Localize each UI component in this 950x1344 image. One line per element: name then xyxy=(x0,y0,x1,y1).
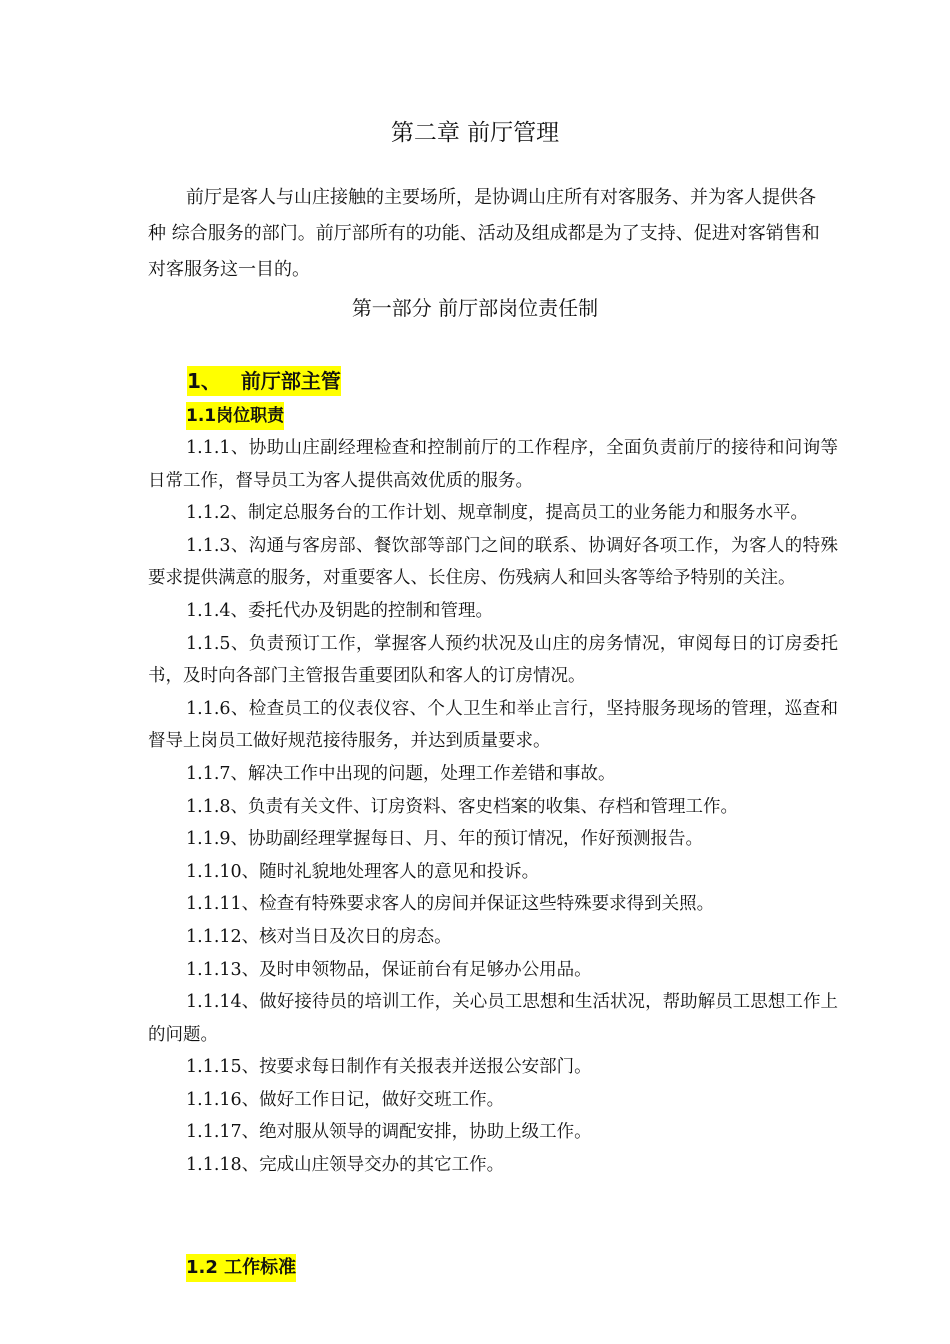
section-number: 1、 xyxy=(187,369,221,393)
list-item: 1.1.15、按要求每日制作有关报表并送报公安部门。 xyxy=(186,1057,592,1078)
duty-list xyxy=(148,432,838,1182)
list-item: 1.1.12、核对当日及次日的房态。 xyxy=(186,926,452,947)
list-item: 1.1.14、做好接待员的培训工作，关心员工思想和生活状况，帮助解员工思想工作上的问题。 xyxy=(148,992,838,1045)
list-item: 1.1.10、随时礼貌地处理客人的意见和投诉。 xyxy=(186,861,540,882)
intro-text: 前厅是客人与山庄接触的主要场所，是协调山庄所有对客服务、并为客人提供各种 综合服务的部门。前厅部所有的功能、活动及组成都是为了支持、促进对客销售和对客服务这一目的。 xyxy=(148,187,820,280)
subsection-heading-1-2: 1.2 工作标准 xyxy=(186,1254,296,1282)
list-item: 1.1.11、检查有特殊要求客人的房间并保证这些特殊要求得到关照。 xyxy=(186,894,715,915)
intro-paragraph xyxy=(148,180,828,288)
list-item: 1.1.18、完成山庄领导交办的其它工作。 xyxy=(186,1155,505,1176)
section-title: 前厅部主管 xyxy=(240,369,341,393)
list-item: 1.1.17、绝对服从领导的调配安排，协助上级工作。 xyxy=(186,1122,592,1143)
list-item: 1.1.4、委托代办及钥匙的控制和管理。 xyxy=(186,600,494,621)
chapter-title: 第二章 前厅管理 xyxy=(390,120,560,146)
list-item: 1.1.3、沟通与客房部、餐饮部等部门之间的联系、协调好各项工作，为客人的特殊要求提供满意的服务，对重要客人、长住房、伤残病人和回头客等给予特别的关注。 xyxy=(148,535,838,589)
list-item: 1.1.6、检查员工的仪表仪容、个人卫生和举止言行，坚持服务现场的管理，巡查和督导上岗员工做好规范接待服务，并达到质量要求。 xyxy=(148,698,838,752)
list-item: 1.1.9、协助副经理掌握每日、月、年的预订情况，作好预测报告。 xyxy=(186,829,704,850)
list-item: 1.1.8、负责有关文件、订房资料、客史档案的收集、存档和管理工作。 xyxy=(186,796,739,817)
part-title: 第一部分 前厅部岗位责任制 xyxy=(351,296,599,320)
list-item: 1.1.13、及时申领物品，保证前台有足够办公用品。 xyxy=(186,959,592,980)
intro-indent xyxy=(148,187,186,208)
list-item: 1.1.7、解决工作中出现的问题，处理工作差错和事故。 xyxy=(186,763,616,784)
list-item: 1.1.5、负责预订工作，掌握客人预约状况及山庄的房务情况，审阅每日的订房委托书，及时向各部门主管报告重要团队和客人的订房情况。 xyxy=(148,633,838,687)
list-item: 1.1.2、制定总服务台的工作计划、规章制度，提高员工的业务能力和服务水平。 xyxy=(186,503,809,524)
list-item: 1.1.1、协助山庄副经理检查和控制前厅的工作程序，全面负责前厅的接待和问询等日常工作，督导员工为客人提供高效优质的服务。 xyxy=(148,438,838,491)
list-item: 1.1.16、做好工作日记，做好交班工作。 xyxy=(186,1089,505,1110)
section-heading-1 xyxy=(187,366,341,396)
subsection-heading-1-1: 1.1岗位职责 xyxy=(186,402,284,430)
